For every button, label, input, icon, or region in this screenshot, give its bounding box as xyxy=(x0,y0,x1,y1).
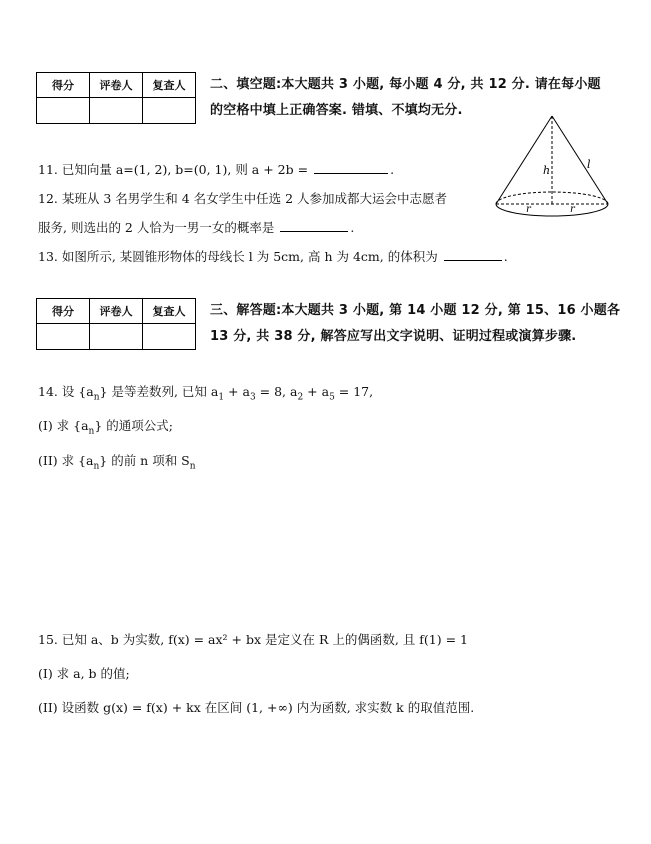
q12-line2-text: 服务, 则选出的 2 人恰为一男一女的概率是 xyxy=(38,220,275,235)
score-header-fuchaoren: 复查人 xyxy=(143,73,196,98)
q14-part2-b: } 的前 n 项和 S xyxy=(99,453,190,468)
score-header-fuchaoren-2: 复查人 xyxy=(143,299,196,324)
q14-part1-a: (I) 求 {a xyxy=(38,418,89,433)
section2-line1: 二、填空题:本大题共 3 小题, 每小题 4 分, 共 12 分. 请在每小题 xyxy=(210,77,601,92)
question-15-stem: 15. 已知 a、b 为实数, f(x) = ax² + bx 是定义在 R 上的偶函数, 且 f(1) = 1 xyxy=(38,632,468,647)
q11-prefix: 11. 已知向量 xyxy=(38,162,116,177)
score-cell-defen-2[interactable] xyxy=(37,324,90,350)
question-15-part1: (I) 求 a, b 的值; xyxy=(38,666,130,681)
q14-part2-a: (II) 求 {a xyxy=(38,453,94,468)
score-cell-pingjuanren[interactable] xyxy=(90,98,143,124)
question-14-stem xyxy=(38,382,373,403)
score-table-1 xyxy=(36,72,196,124)
q12-answer-blank[interactable] xyxy=(280,230,348,232)
q14-stem-c: + a xyxy=(224,384,250,399)
q13-end: . xyxy=(503,249,508,264)
question-12-line2 xyxy=(38,218,354,236)
section3-line2: 13 分, 共 38 分, 解答应写出文字说明、证明过程或演算步骤. xyxy=(210,329,577,344)
cone-label-r2: r xyxy=(570,204,575,215)
q12-end: . xyxy=(350,220,355,235)
cone-label-r1: r xyxy=(526,204,531,215)
q14-sub-n: n xyxy=(93,392,100,403)
score-header-defen-2: 得分 xyxy=(37,299,90,324)
q11-answer-blank[interactable] xyxy=(314,172,388,174)
cone-label-l: l xyxy=(587,158,591,171)
section2-line2: 的空格中填上正确答案. 错填、不填均无分. xyxy=(210,103,463,118)
score-table-2 xyxy=(36,298,196,350)
q14-sub-5: 5 xyxy=(329,392,335,403)
question-14-part1 xyxy=(38,416,173,437)
score-header-pingjuanren: 评卷人 xyxy=(90,73,143,98)
score-cell-fuchaoren-2[interactable] xyxy=(143,324,196,350)
q14-stem-a: 14. 设 {a xyxy=(38,384,94,399)
section3-line1: 三、解答题:本大题共 3 小题, 第 14 小题 12 分, 第 15、16 小题各 xyxy=(210,303,621,318)
q14-sub-3: 3 xyxy=(249,392,256,403)
question-13 xyxy=(38,247,508,265)
q14-part1-b: } 的通项公式; xyxy=(94,418,173,433)
cone-right-edge xyxy=(552,116,608,204)
q14-part2-sub: n xyxy=(93,461,100,472)
q11-body: a=(1, 2), b=(0, 1), 则 a + 2b = xyxy=(115,162,309,177)
question-15-part2: (II) 设函数 g(x) = f(x) + kx 在区间 (1, +∞) 内为函数, 求实数 k 的取值范围. xyxy=(38,700,475,715)
cone-figure xyxy=(490,112,615,222)
score-header-defen: 得分 xyxy=(37,73,90,98)
q11-end: . xyxy=(390,162,395,177)
section3-heading xyxy=(210,298,620,350)
q14-stem-e: + a xyxy=(303,384,330,399)
q14-sub-2: 2 xyxy=(297,392,304,403)
q13-text: 13. 如图所示, 某圆锥形物体的母线长 l 为 5cm, 高 h 为 4cm, 的体积为 xyxy=(38,249,438,264)
cone-base-front xyxy=(496,204,608,216)
question-12-line1: 12. 某班从 3 名男学生和 4 名女学生中任选 2 人参加成都大运会中志愿者 xyxy=(38,191,448,206)
score-cell-defen[interactable] xyxy=(37,98,90,124)
score-cell-fuchaoren[interactable] xyxy=(143,98,196,124)
q14-stem-d: = 8, a xyxy=(255,384,298,399)
question-14-part2 xyxy=(38,451,196,472)
q14-sub-1: 1 xyxy=(218,392,225,403)
cone-left-edge xyxy=(496,116,552,204)
q14-stem-f: = 17, xyxy=(334,384,374,399)
cone-label-h: h xyxy=(543,164,551,177)
q14-stem-b: } 是等差数列, 已知 a xyxy=(99,384,219,399)
q14-part2-sub-n: n xyxy=(189,461,196,472)
score-header-pingjuanren-2: 评卷人 xyxy=(90,299,143,324)
score-cell-pingjuanren-2[interactable] xyxy=(90,324,143,350)
question-11 xyxy=(38,160,394,178)
q13-answer-blank[interactable] xyxy=(444,259,502,261)
q14-part1-sub: n xyxy=(88,426,95,437)
